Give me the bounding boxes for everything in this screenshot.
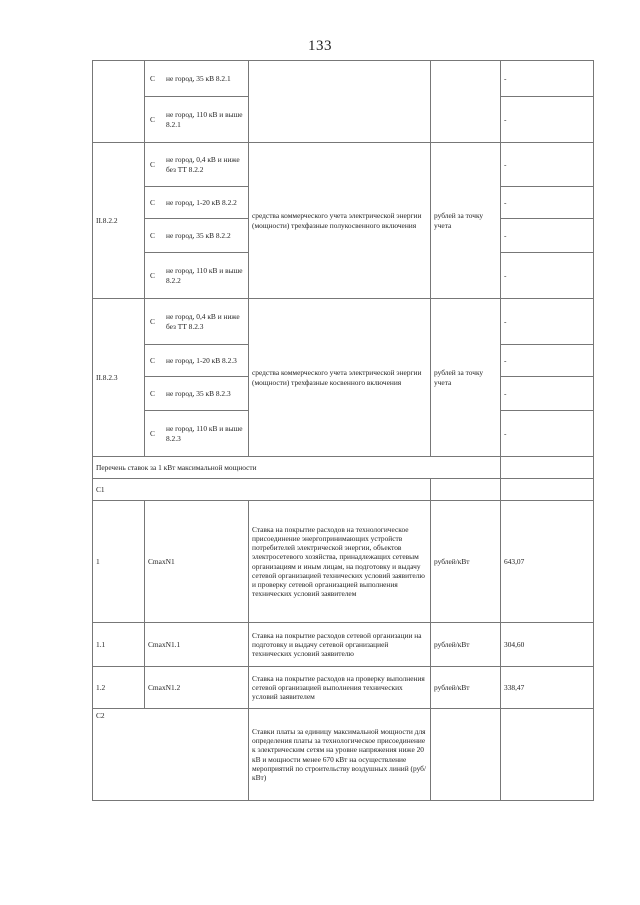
- table-row: [93, 667, 594, 709]
- table-row: [93, 143, 594, 187]
- subrow-cell: С не город, 0,4 кВ и ниже без ТТ 8.2.2: [145, 143, 249, 187]
- empty-cell: [501, 457, 594, 479]
- value-cell: -: [501, 187, 594, 219]
- table-row: [93, 299, 594, 345]
- page-number: 133: [308, 38, 332, 54]
- list-heading: Перечень ставок за 1 кВт максимальной мощности: [93, 457, 501, 479]
- c2-label: С2: [93, 709, 249, 801]
- subrow-cell: С не город, 0,4 кВ и ниже без ТТ 8.2.3: [145, 299, 249, 345]
- table-row: [93, 457, 594, 479]
- subrow-cell: С не город, 1-20 кВ 8.2.2: [145, 187, 249, 219]
- c2-description: Ставки платы за единицу максимальной мощности для определения платы за технологическое присоединение к электрическим сетям на уровне напряжения ниже 20 кВ и мощности менее 670 кВт на осуществление мероприятий по строительству воздушных линий (руб/кВт): [249, 709, 431, 801]
- rate-value: 338,47: [501, 667, 594, 709]
- rate-unit: рублей/кВт: [431, 667, 501, 709]
- rate-description: Ставка на покрытие расходов сетевой организации на подготовку и выдачу сетевой организацией технических условий заявителю: [249, 623, 431, 667]
- value-cell: -: [501, 61, 594, 97]
- subrow-cell: С не город, 110 кВ и выше 8.2.3: [145, 411, 249, 457]
- value-cell: -: [501, 97, 594, 143]
- value-cell: -: [501, 345, 594, 377]
- table-row: [93, 501, 594, 623]
- rate-description: Ставка на покрытие расходов на проверку выполнения сетевой организацией выполнения технических условий заявителем: [249, 667, 431, 709]
- code-cell: II.8.2.2: [93, 143, 145, 299]
- table-row: [93, 479, 594, 501]
- value-cell: -: [501, 299, 594, 345]
- code-cell-empty: [93, 61, 145, 143]
- table-row: [93, 61, 594, 97]
- description-cell: средства коммерческого учета электрической энергии (мощности) трехфазные полукосвенного включения: [249, 143, 431, 299]
- rate-value: 304,60: [501, 623, 594, 667]
- empty-cell: [501, 479, 594, 501]
- description-cell-empty: [249, 61, 431, 143]
- rate-number: 1.1: [93, 623, 145, 667]
- value-cell: -: [501, 377, 594, 411]
- rate-unit: рублей/кВт: [431, 623, 501, 667]
- rate-code: CmaxN1.2: [145, 667, 249, 709]
- subrow-cell: С не город, 110 кВ и выше 8.2.1: [145, 97, 249, 143]
- empty-cell: [431, 479, 501, 501]
- table-row: [93, 623, 594, 667]
- empty-cell: [501, 709, 594, 801]
- subrow-cell: С не город, 1-20 кВ 8.2.3: [145, 345, 249, 377]
- value-cell: -: [501, 219, 594, 253]
- rate-description: Ставка на покрытие расходов на технологическое присоединение энергопринимающих устройств потребителей электрической энергии, объектов электросетевого хозяйства, принадлежащих сетевым организациям и иным лицам, на подготовку и выдачу сетевой организацией технических условий заявителю и проверку сетевой организацией выполнения технических условий заявителем: [249, 501, 431, 623]
- rate-code: CmaxN1: [145, 501, 249, 623]
- rate-unit: рублей/кВт: [431, 501, 501, 623]
- subrow-cell: С не город, 35 кВ 8.2.1: [145, 61, 249, 97]
- subrow-cell: С не город, 110 кВ и выше 8.2.2: [145, 253, 249, 299]
- tariff-table: [92, 60, 594, 801]
- rate-number: 1.2: [93, 667, 145, 709]
- value-cell: -: [501, 411, 594, 457]
- subrow-cell: С не город, 35 кВ 8.2.2: [145, 219, 249, 253]
- description-cell: средства коммерческого учета электрической энергии (мощности) трехфазные косвенного включения: [249, 299, 431, 457]
- c1-label: С1: [93, 479, 431, 501]
- empty-cell: [431, 709, 501, 801]
- unit-cell-empty: [431, 61, 501, 143]
- code-cell: II.8.2.3: [93, 299, 145, 457]
- subrow-cell: С не город, 35 кВ 8.2.3: [145, 377, 249, 411]
- table-row: [93, 709, 594, 801]
- rate-code: CmaxN1.1: [145, 623, 249, 667]
- value-cell: -: [501, 143, 594, 187]
- unit-cell: рублей за точку учета: [431, 299, 501, 457]
- rate-value: 643,07: [501, 501, 594, 623]
- rate-number: 1: [93, 501, 145, 623]
- value-cell: -: [501, 253, 594, 299]
- unit-cell: рублей за точку учета: [431, 143, 501, 299]
